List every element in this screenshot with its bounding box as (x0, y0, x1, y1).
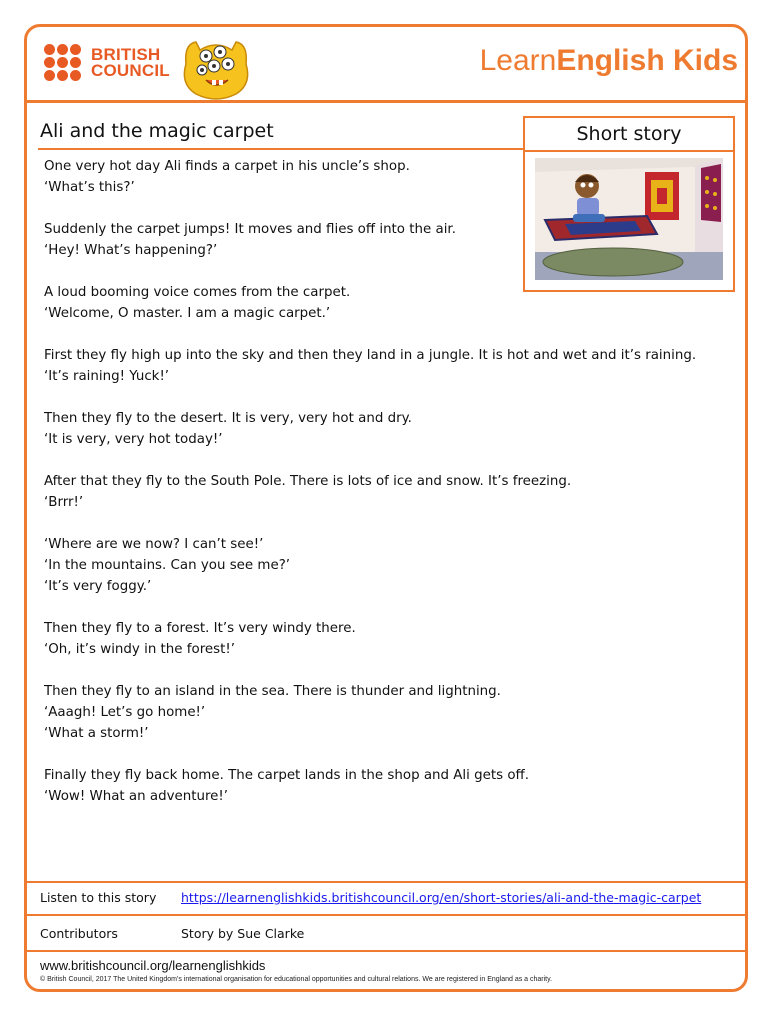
footer-divider-middle (26, 914, 748, 916)
contributors-value: Story by Sue Clarke (181, 926, 305, 941)
page-title: Ali and the magic carpet (40, 120, 274, 142)
story-text (44, 156, 724, 828)
story-paragraph (44, 534, 724, 597)
story-paragraph (44, 618, 724, 660)
story-line: A loud booming voice comes from the carpet. (44, 285, 351, 300)
story-paragraph (44, 681, 724, 744)
header-divider (24, 100, 748, 103)
story-line: First they fly high up into the sky and then they land in a jungle. It is hot and wet and it’s raining. (44, 348, 697, 363)
story-line: ‘What a storm!’ (44, 726, 149, 741)
story-line: ‘Where are we now? I can’t see!’ (44, 537, 264, 552)
story-type-label: Short story (525, 118, 733, 152)
story-paragraph (44, 765, 724, 807)
story-line: ‘Hey! What’s happening?’ (44, 243, 218, 258)
listen-label: Listen to this story (40, 890, 157, 905)
story-paragraph (44, 282, 724, 324)
story-line: Then they fly to the desert. It is very, very hot and dry. (44, 411, 412, 426)
story-line: Finally they fly back home. The carpet lands in the shop and Ali gets off. (44, 768, 530, 783)
story-line: Suddenly the carpet jumps! It moves and flies off into the air. (44, 222, 456, 237)
story-line: ‘It’s raining! Yuck!’ (44, 369, 170, 384)
story-line: ‘In the mountains. Can you see me?’ (44, 558, 291, 573)
footer-divider-top (26, 881, 748, 883)
story-line: ‘Aaagh! Let’s go home!’ (44, 705, 206, 720)
story-line: ‘Wow! What an adventure!’ (44, 789, 229, 804)
site-url[interactable]: www.britishcouncil.org/learnenglishkids (40, 958, 266, 973)
story-line: Then they fly to a forest. It’s very windy there. (44, 621, 356, 636)
footer-divider-bottom (26, 950, 748, 952)
listen-story-link[interactable]: https://learnenglishkids.britishcouncil.org/en/short-stories/ali-and-the-magic-carpet (181, 890, 702, 905)
story-line: ‘Brrr!’ (44, 495, 84, 510)
british-council-wordmark: BRITISH COUNCIL (91, 44, 170, 80)
story-paragraph (44, 471, 724, 513)
title-underline (38, 148, 523, 150)
story-line: ‘What’s this?’ (44, 180, 135, 195)
story-line: ‘It’s very foggy.’ (44, 579, 152, 594)
contributors-label: Contributors (40, 926, 118, 941)
story-paragraph (44, 345, 724, 387)
copyright-notice: © British Council, 2017 The United Kingdom’s international organisation for educational opportunities and cultural relations. We are registered in England as a charity. (40, 976, 553, 983)
british-council-dots-icon (44, 44, 81, 81)
story-line: After that they fly to the South Pole. There is lots of ice and snow. It’s freezing. (44, 474, 572, 489)
story-line: ‘Oh, it’s windy in the forest!’ (44, 642, 235, 657)
learnenglish-kids-brand[interactable]: LearnEnglish Kids (479, 44, 738, 77)
story-paragraph (44, 156, 724, 198)
story-paragraph (44, 408, 724, 450)
british-council-logo[interactable] (44, 44, 170, 81)
story-line: One very hot day Ali finds a carpet in his uncle’s shop. (44, 159, 410, 174)
story-line: ‘Welcome, O master. I am a magic carpet.’ (44, 306, 331, 321)
story-line: ‘It is very, very hot today!’ (44, 432, 223, 447)
story-paragraph (44, 219, 724, 261)
story-line: Then they fly to an island in the sea. There is thunder and lightning. (44, 684, 501, 699)
yellow-monster-mascot-icon (176, 34, 256, 102)
